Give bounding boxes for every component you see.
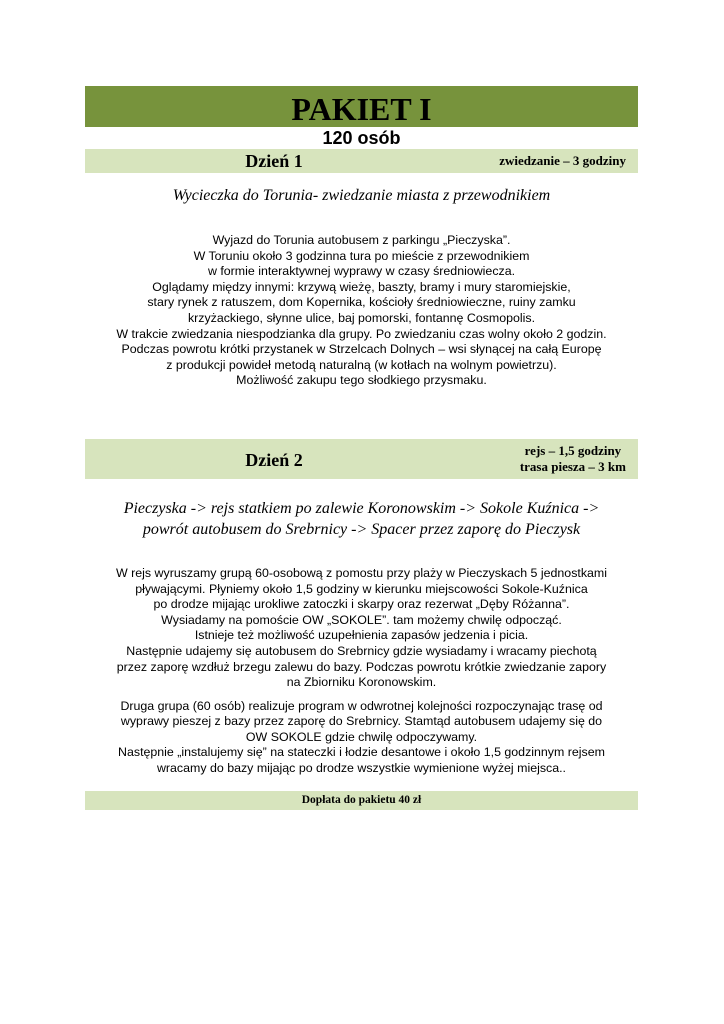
day2-subtitle-line: powrót autobusem do Srebrnicy -> Spacer przez zaporę do Pieczysk <box>142 520 581 538</box>
surcharge-bar: Dopłata do pakietu 40 zł <box>85 791 638 810</box>
text-line: W trakcie zwiedzania niespodzianka dla grupy. Po zwiedzaniu czas wolny około 2 godzin. <box>116 326 607 341</box>
text-line: Możliwość zakupu tego słodkiego przysmaku. <box>236 373 487 388</box>
day1-header <box>85 149 638 173</box>
day1-subtitle: Wycieczka do Torunia- zwiedzanie miasta z przewodnikiem <box>172 187 551 204</box>
text-line: na Zbiorniku Koronowskim. <box>286 675 437 690</box>
text-line: W Toruniu około 3 godzinna tura po mieście z przewodnikiem <box>193 248 530 263</box>
text-line: pływającymi. Płyniemy około 1,5 godziny w kierunku miejscowości Sokole-Kuźnica <box>135 581 588 596</box>
day2-subtitle-line: Pieczyska -> rejs statkiem po zalewie Koronowskim -> Sokole Kuźnica -> <box>123 499 600 517</box>
package-title: PAKIET I <box>85 86 638 127</box>
text-line: stary rynek z ratuszem, dom Kopernika, kościoły średniowieczne, ruiny zamku <box>147 295 576 310</box>
text-line: W rejs wyruszamy grupą 60-osobową z pomostu przy plaży w Pieczyskach 5 jednostkami <box>116 565 607 580</box>
text-line: w formie interaktywnej wyprawy w czasy średniowiecza. <box>207 264 516 279</box>
text-line: Podczas powrotu krótki przystanek w Strzelcach Dolnych – wsi słynącej na całą Europę <box>121 342 602 357</box>
day1-description <box>85 233 638 389</box>
text-line: Następnie udajemy się autobusem do Srebrnicy gdzie wysiadamy i wracamy piechotą <box>126 643 597 658</box>
text-line: Wysiadamy na pomoście OW „SOKOLE”. tam możemy chwilę odpocząć. <box>161 612 562 627</box>
document-page <box>85 86 638 810</box>
text-line: przez zaporę wzdłuż brzegu zalewu do bazy. Podczas powrotu krótkie zwiedzanie zapory <box>116 659 607 674</box>
text-line: Następnie „instalujemy się” na stateczki i łodzie desantowe i około 1,5 godzinnym rejsem <box>118 745 605 760</box>
text-line: Druga grupa (60 osób) realizuje program w odwrotnej kolejności rozpoczynając trasę od <box>120 698 603 713</box>
day1-info: zwiedzanie – 3 godziny <box>499 153 626 168</box>
day2-description-group1 <box>85 566 638 691</box>
text-line: wracamy do bazy mijając po drodze wszystkie wymienione wyżej miejsca.. <box>156 761 567 776</box>
day2-subtitle <box>85 498 638 540</box>
text-line: OW SOKOLE gdzie chwilę odpoczywamy. <box>245 729 478 744</box>
text-line: z produkcji powideł metodą naturalną (w kotłach na wolnym powietrzu). <box>166 357 557 372</box>
text-line: po drodze mijając urokliwe zatoczki i skarpy oraz rezerwat „Dęby Różanna”. <box>153 597 570 612</box>
day2-description-group2 <box>85 699 638 777</box>
text-line: Istnieje też możliwość uzupełnienia zapasów jedzenia i picia. <box>194 628 529 643</box>
text-line: Oglądamy między innymi: krzywą wieżę, baszty, bramy i mury staromiejskie, <box>152 279 571 294</box>
text-line: wyprawy pieszej z bazy przez zaporę do Srebrnicy. Stamtąd autobusem udajemy się do <box>120 714 603 729</box>
day2-title: Dzień 2 <box>245 449 303 470</box>
day2-info <box>520 443 626 475</box>
text-line: krzyżackiego, słynne ulice, baj pomorski, fontannę Cosmopolis. <box>187 310 536 325</box>
day1-title: Dzień 1 <box>245 151 303 171</box>
persons-count: 120 osób <box>322 128 401 148</box>
text-line: Wyjazd do Torunia autobusem z parkingu „Pieczyska”. <box>212 233 511 247</box>
day2-info-cruise: rejs – 1,5 godziny <box>524 442 622 458</box>
day2-info-walk: trasa piesza – 3 km <box>519 458 626 474</box>
day2-header <box>85 439 638 479</box>
